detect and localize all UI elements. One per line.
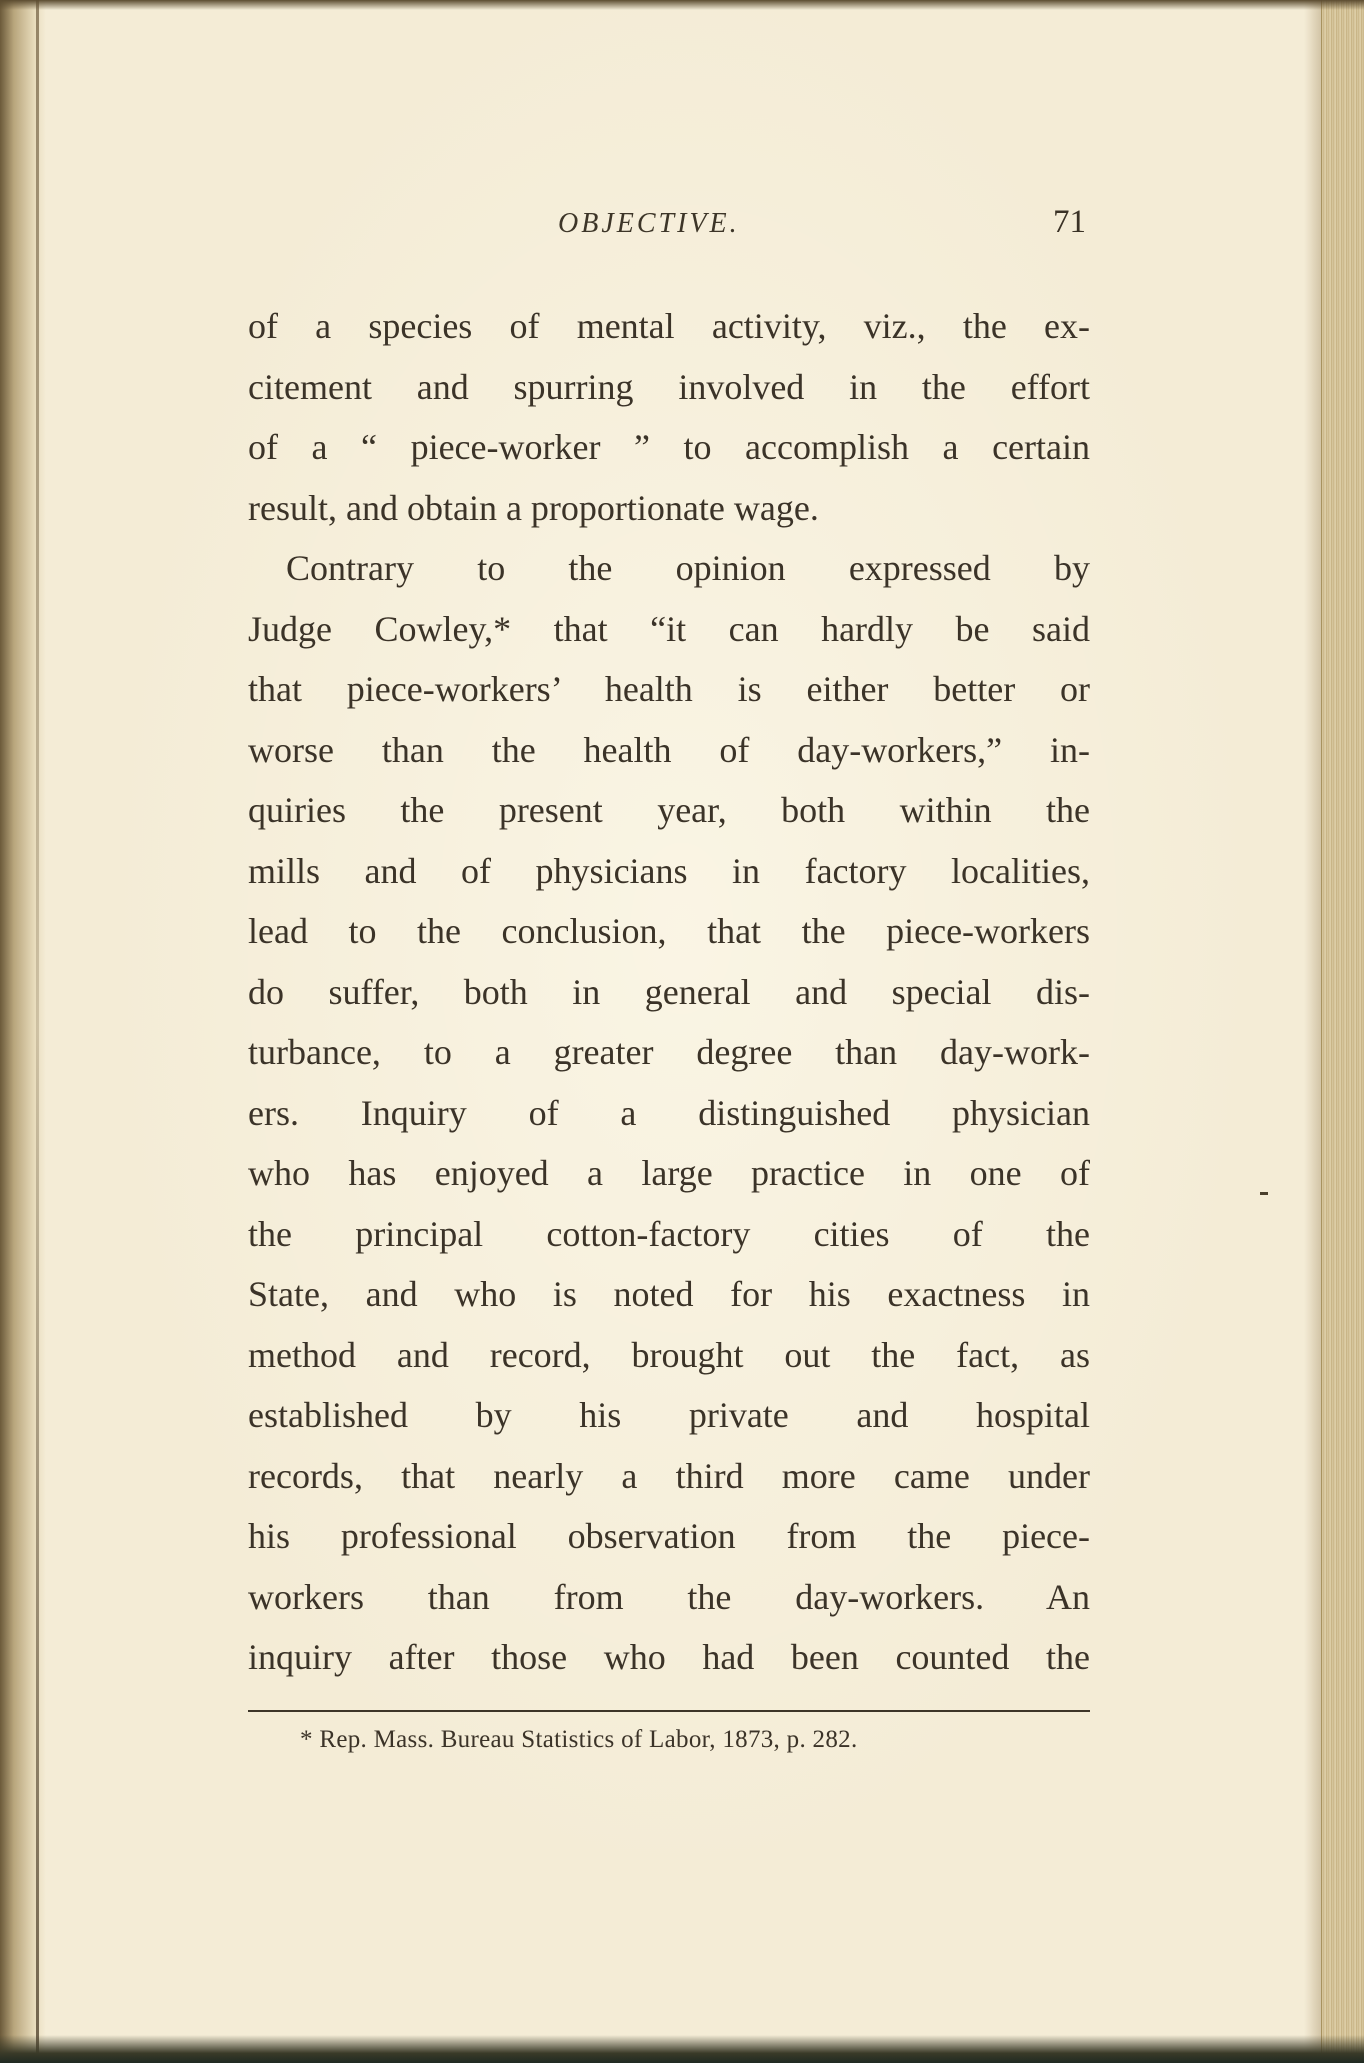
text-line: ers. Inquiry of a distinguished physician	[248, 1092, 1090, 1133]
text-line: State, and who is noted for his exactness in	[248, 1274, 1090, 1314]
text-line: citement and spurring involved in the effort	[248, 366, 1090, 407]
text-line: the principal cotton-factory cities of the	[248, 1213, 1090, 1254]
text-line: quiries the present year, both within the	[248, 790, 1090, 830]
text-line: his professional observation from the piece-	[248, 1516, 1090, 1556]
text-line: records, that nearly a third more came under	[248, 1455, 1090, 1496]
text-line: that piece-workers’ health is either better or	[248, 669, 1090, 709]
running-head: OBJECTIVE.	[558, 208, 740, 239]
top-edge-shadow	[0, 0, 1364, 10]
footnote-rule	[248, 1710, 1090, 1712]
bottom-edge-shadow	[0, 2035, 1364, 2063]
binding-gutter	[0, 0, 46, 2063]
text-line: turbance, to a greater degree than day-work-	[248, 1032, 1090, 1072]
page-stack-edge	[1321, 0, 1364, 2063]
text-line: established by his private and hospital	[248, 1395, 1090, 1435]
text-line: inquiry after those who had been counted the	[248, 1637, 1090, 1677]
fore-edge-shadow	[1304, 0, 1322, 2063]
binding-line	[36, 0, 39, 2063]
text-line: of a “ piece-worker ” to accomplish a certain	[248, 427, 1090, 467]
text-line: workers than from the day-workers. An	[248, 1576, 1090, 1617]
text-line: do suffer, both in general and special dis-	[248, 971, 1090, 1012]
body-text	[248, 296, 1090, 1688]
text-line: mills and of physicians in factory localities,	[248, 850, 1090, 891]
footnote: * Rep. Mass. Bureau Statistics of Labor, 1873, p. 282.	[300, 1726, 858, 1753]
text-line: Contrary to the opinion expressed by	[286, 548, 1090, 588]
text-line: of a species of mental activity, viz., the ex-	[248, 306, 1090, 346]
text-line: who has enjoyed a large practice in one of	[248, 1153, 1090, 1193]
page-header	[248, 204, 1086, 248]
page-number: 71	[1053, 204, 1086, 240]
text-line: method and record, brought out the fact, as	[248, 1334, 1090, 1375]
ink-speck	[1260, 1192, 1268, 1195]
text-line: worse than the health of day-workers,” in-	[248, 729, 1090, 770]
text-line: lead to the conclusion, that the piece-workers	[248, 911, 1090, 951]
text-line: Judge Cowley,* that “it can hardly be said	[248, 608, 1090, 649]
text-line: result, and obtain a proportionate wage.	[248, 487, 819, 528]
